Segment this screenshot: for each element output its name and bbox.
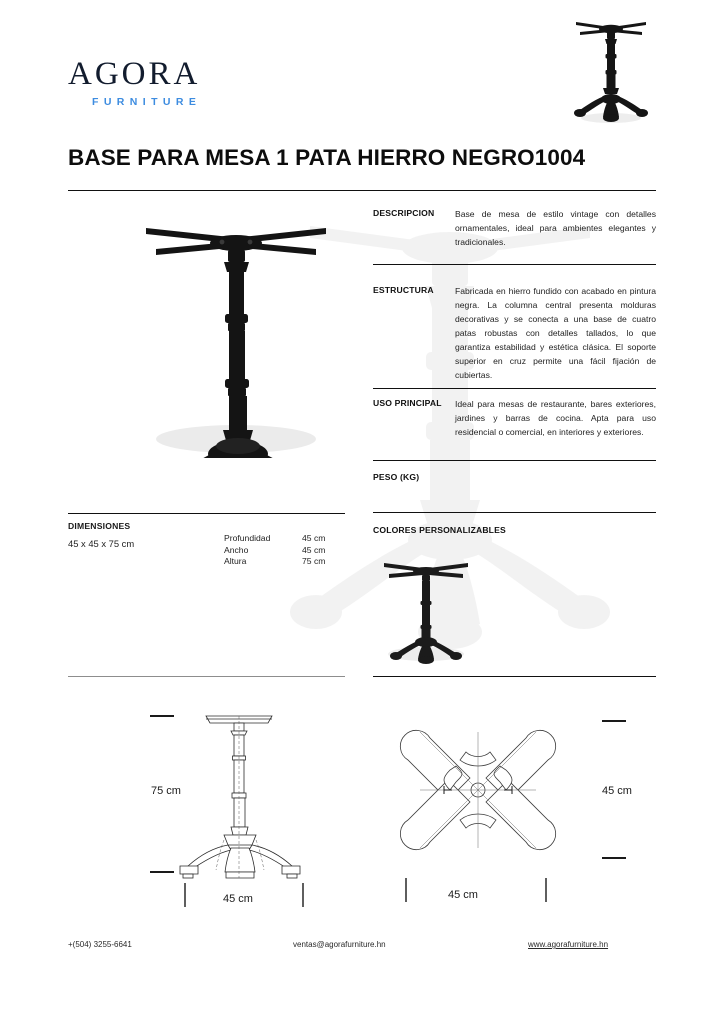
drawing-front-height-label: 75 cm xyxy=(151,785,181,797)
product-photo-color-sample xyxy=(362,548,488,666)
spec-estructura-body: Fabricada en hierro fundido con acabado en pintura negra. La columna central presenta molduras decorativas y se conecta a una base de cuatro patas robustas con detalles tallados, lo que garantiza estabilidad y estética clásica. El soporte superior en cruz permite una fácil fijación de cubiertas. xyxy=(455,286,656,380)
dimensiones-heading: DIMENSIONES xyxy=(68,521,131,531)
spec-uso-principal xyxy=(373,398,656,440)
footer-website-link[interactable]: www.agorafurniture.hn xyxy=(528,940,609,949)
divider-dimensiones xyxy=(68,513,345,514)
brand-logo xyxy=(68,58,328,108)
spec-descripcion xyxy=(373,208,656,250)
spec-uso-principal-label: USO PRINCIPAL xyxy=(373,398,442,408)
drawing-top-height-label: 45 cm xyxy=(602,785,632,797)
divider-right-drawings xyxy=(373,676,656,677)
table-row xyxy=(224,556,362,568)
spec-peso-label: PESO (KG) xyxy=(373,472,420,482)
spec-colores-body xyxy=(581,525,656,537)
spec-peso xyxy=(373,472,656,484)
divider-colores xyxy=(373,512,656,513)
spec-peso-body xyxy=(581,472,656,484)
dimension-name: Profundidad xyxy=(224,533,271,543)
technical-drawing-front-elevation xyxy=(110,700,402,915)
spec-estructura-label: ESTRUCTURA xyxy=(373,285,434,295)
dimension-value: 45 cm xyxy=(302,533,326,543)
spec-estructura xyxy=(373,285,656,382)
dimension-name: Altura xyxy=(224,556,247,566)
dimension-value: 75 cm xyxy=(302,556,326,566)
page-title: BASE PARA MESA 1 PATA HIERRO NEGRO1004 xyxy=(68,145,586,170)
table-row xyxy=(224,545,362,557)
spec-descripcion-label: DESCRIPCION xyxy=(373,208,435,218)
divider-peso xyxy=(373,460,656,461)
spec-colores-label: COLORES PERSONALIZABLES xyxy=(373,525,506,535)
spec-colores-personalizables xyxy=(373,525,656,537)
dimension-value: 45 cm xyxy=(302,544,326,555)
divider-estructura xyxy=(373,264,656,265)
drawing-top-width-label: 45 cm xyxy=(448,889,478,901)
footer-email: ventas@agorafurniture.hn xyxy=(293,940,386,949)
spec-descripcion-body: Base de mesa de estilo vintage con detalles ornamentales, ideal para ambientes elegantes y tradicionales. xyxy=(455,209,656,247)
divider-left-drawings xyxy=(68,676,345,677)
table-row xyxy=(224,533,362,545)
brand-wordmark: AGORA xyxy=(68,56,201,92)
product-photo-main xyxy=(118,196,368,458)
spec-uso-principal-body: Ideal para mesas de restaurante, bares exteriores, jardines y barras de cocina. Apta para uso residencial o comercial, en interiores y exteriores. xyxy=(455,399,656,437)
drawing-front-width-label: 45 cm xyxy=(223,893,253,905)
product-thumbnail-top xyxy=(556,6,666,126)
dimension-name: Ancho xyxy=(224,544,249,555)
footer xyxy=(68,940,656,949)
footer-phone: +(504) 3255-6641 xyxy=(68,940,132,949)
dimensiones-summary: 45 x 45 x 75 cm xyxy=(68,538,135,549)
brand-tagline: FURNITURE xyxy=(92,96,202,108)
dimensiones-table xyxy=(224,533,362,568)
technical-drawing-top-view xyxy=(390,700,672,915)
divider-uso-principal xyxy=(373,388,656,389)
divider-under-title xyxy=(68,190,656,191)
